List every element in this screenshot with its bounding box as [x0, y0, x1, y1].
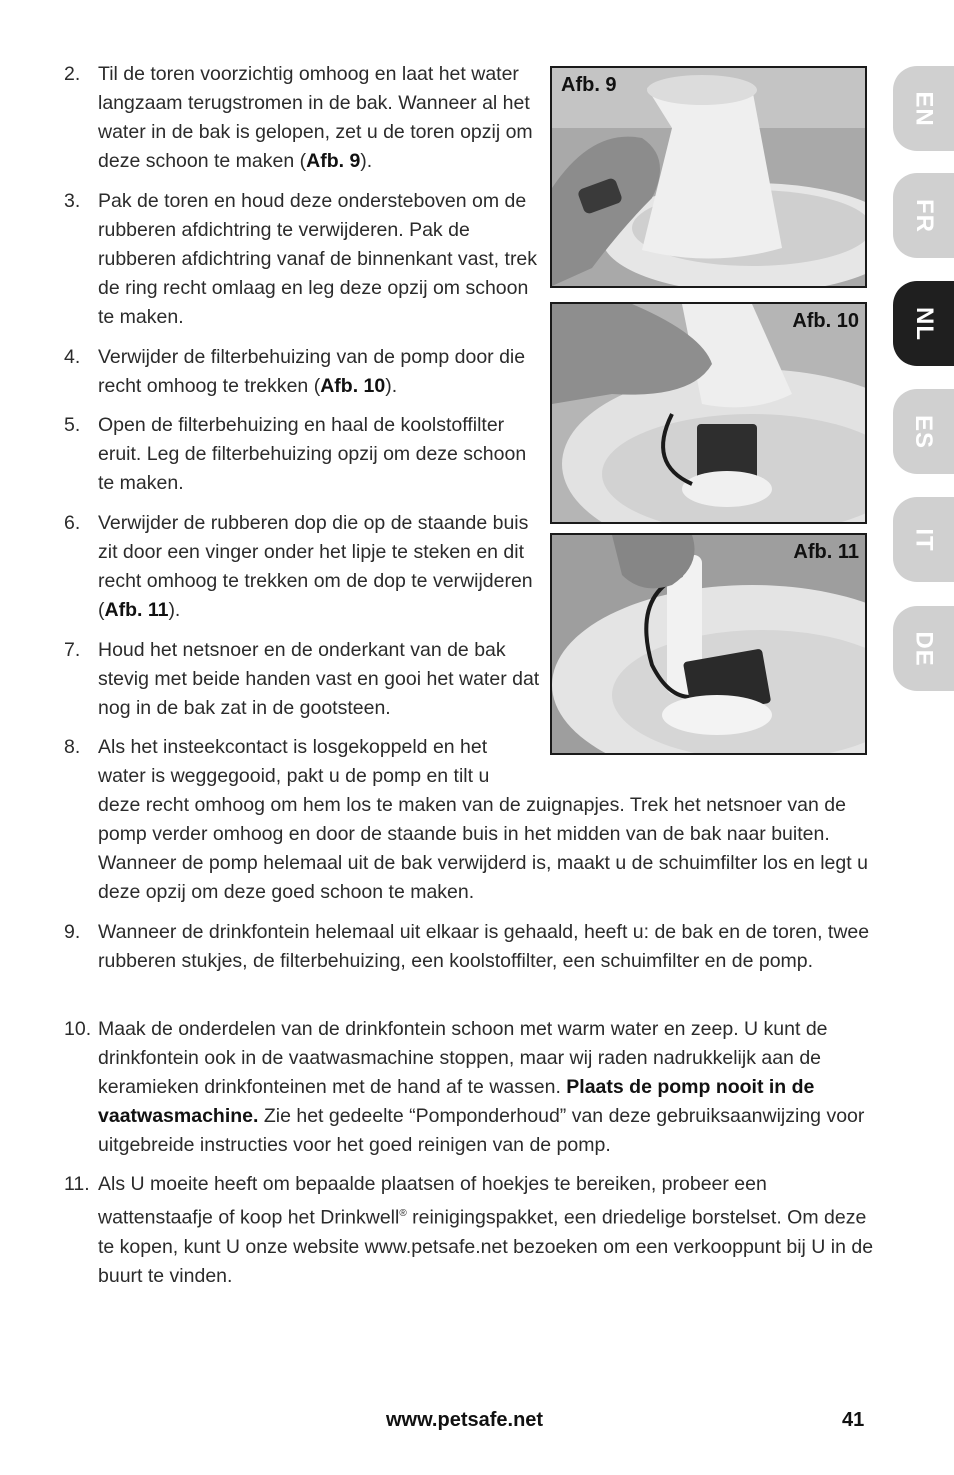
figure-9-photo [552, 68, 865, 286]
step-7 [64, 636, 544, 723]
step-text: Verwijder de filterbehuizing van de pomp door die recht omhoog te trekken (Afb. 10). [98, 346, 526, 397]
tab-label: DE [910, 630, 938, 667]
step-text: Pak de toren en houd deze ondersteboven om de rubberen afdichtring te verwijderen. Pak de rubberen afdichtring vanaf de binnenkant vast, trek de ring recht omlaag en leg deze opzij om schoon te maken. [98, 190, 538, 328]
step-number: 10. [64, 1018, 92, 1040]
figure-9 [550, 66, 867, 288]
step-text: Als het insteekcontact is losgekoppeld en het water is weggegooid, pakt u de pomp en tilt u deze recht omhoog om hem los te maken van de zuignapjes. Trek het netsnoer van de pomp verder omhoog en door de staande buis in het midden van de bak naar buiten. Wanneer de pomp helemaal uit de bak verwijderd is, maakt u de schuimfilter los en legt u deze opzij om deze goed schoon te maken. [98, 736, 868, 903]
step-2 [64, 60, 544, 176]
step-text: Maak de onderdelen van de drinkfontein schoon met warm water en zeep. U kunt de drinkfontein ook in de vaatwasmachine stoppen, maar wij raden nadrukkelijk aan de keramieken drinkfonteinen met de hand af te wassen. Plaats de pomp nooit in de vaatwasmachine. Zie het gedeelte “Pomponderhoud” van deze gebruiksaanwijzing voor uitgebreide instructies voor het goed reinigen van de pomp. [98, 1018, 865, 1156]
step-text: Til de toren voorzichtig omhoog en laat het water langzaam terugstromen in de bak. Wanneer al het water in de bak is gelopen, zet u de toren opzij om deze schoon te maken (Afb. 9). [98, 63, 533, 172]
step-number: 3. [64, 190, 81, 212]
tab-label: EN [910, 90, 938, 127]
language-tab-de[interactable] [893, 606, 954, 691]
step-6 [64, 509, 544, 625]
step-number: 4. [64, 346, 81, 368]
language-tab-en[interactable] [893, 66, 954, 151]
footer-url: www.petsafe.net [386, 1409, 544, 1431]
figure-10 [550, 302, 867, 524]
language-tab-nl[interactable] [893, 281, 954, 366]
step-4 [64, 343, 544, 401]
language-tab-es[interactable] [893, 389, 954, 474]
tab-label: ES [910, 414, 938, 449]
step-8 [64, 733, 884, 907]
step-9 [64, 918, 884, 976]
figure-11-photo [552, 535, 865, 753]
step-number: 11. [64, 1173, 90, 1195]
step-5 [64, 411, 544, 498]
step-number: 2. [64, 63, 81, 85]
figure-11 [550, 533, 867, 755]
step-3 [64, 187, 544, 332]
tab-label: IT [910, 527, 938, 552]
page-number: 41 [842, 1409, 865, 1431]
figure-11-label: Afb. 11 [793, 541, 859, 563]
language-tab-fr[interactable] [893, 173, 954, 258]
step-number: 9. [64, 921, 81, 943]
figure-10-label: Afb. 10 [792, 310, 859, 332]
tab-label: NL [910, 306, 938, 341]
step-number: 7. [64, 639, 81, 661]
tab-label: FR [910, 198, 938, 233]
figure-10-photo [552, 304, 865, 522]
step-11 [64, 1170, 884, 1291]
figure-9-label: Afb. 9 [561, 74, 617, 96]
language-tab-it[interactable] [893, 497, 954, 582]
step-text: Houd het netsnoer en de onderkant van de bak stevig met beide handen vast en gooi het water dat nog in de bak zat in de gootsteen. [98, 639, 540, 719]
step-text: Wanneer de drinkfontein helemaal uit elkaar is gehaald, heeft u: de bak en de toren, twee rubberen stukjes, de filterbehuizing, een koolstoffilter, een schuimfilter en de pomp. [98, 921, 870, 972]
step-text: Open de filterbehuizing en haal de koolstoffilter eruit. Leg de filterbehuizing opzij om deze schoon te maken. [98, 414, 527, 494]
step-number: 6. [64, 512, 81, 534]
step-number: 8. [64, 736, 81, 758]
step-number: 5. [64, 414, 81, 436]
step-text: Verwijder de rubberen dop die op de staande buis zit door een vinger onder het lipje te steken en dit recht omhoog te trekken om de dop te verwijderen (Afb. 11). [98, 512, 533, 621]
step-text: Als U moeite heeft om bepaalde plaatsen of hoekjes te bereiken, probeer een wattenstaafje of koop het Drinkwell® reinigingspakket, een driedelige borstelset. Om deze te kopen, kunt U onze website www.petsafe.net bezoeken om een verkooppunt bij U in de buurt te vinden. [98, 1173, 874, 1287]
step-10 [64, 1015, 884, 1160]
